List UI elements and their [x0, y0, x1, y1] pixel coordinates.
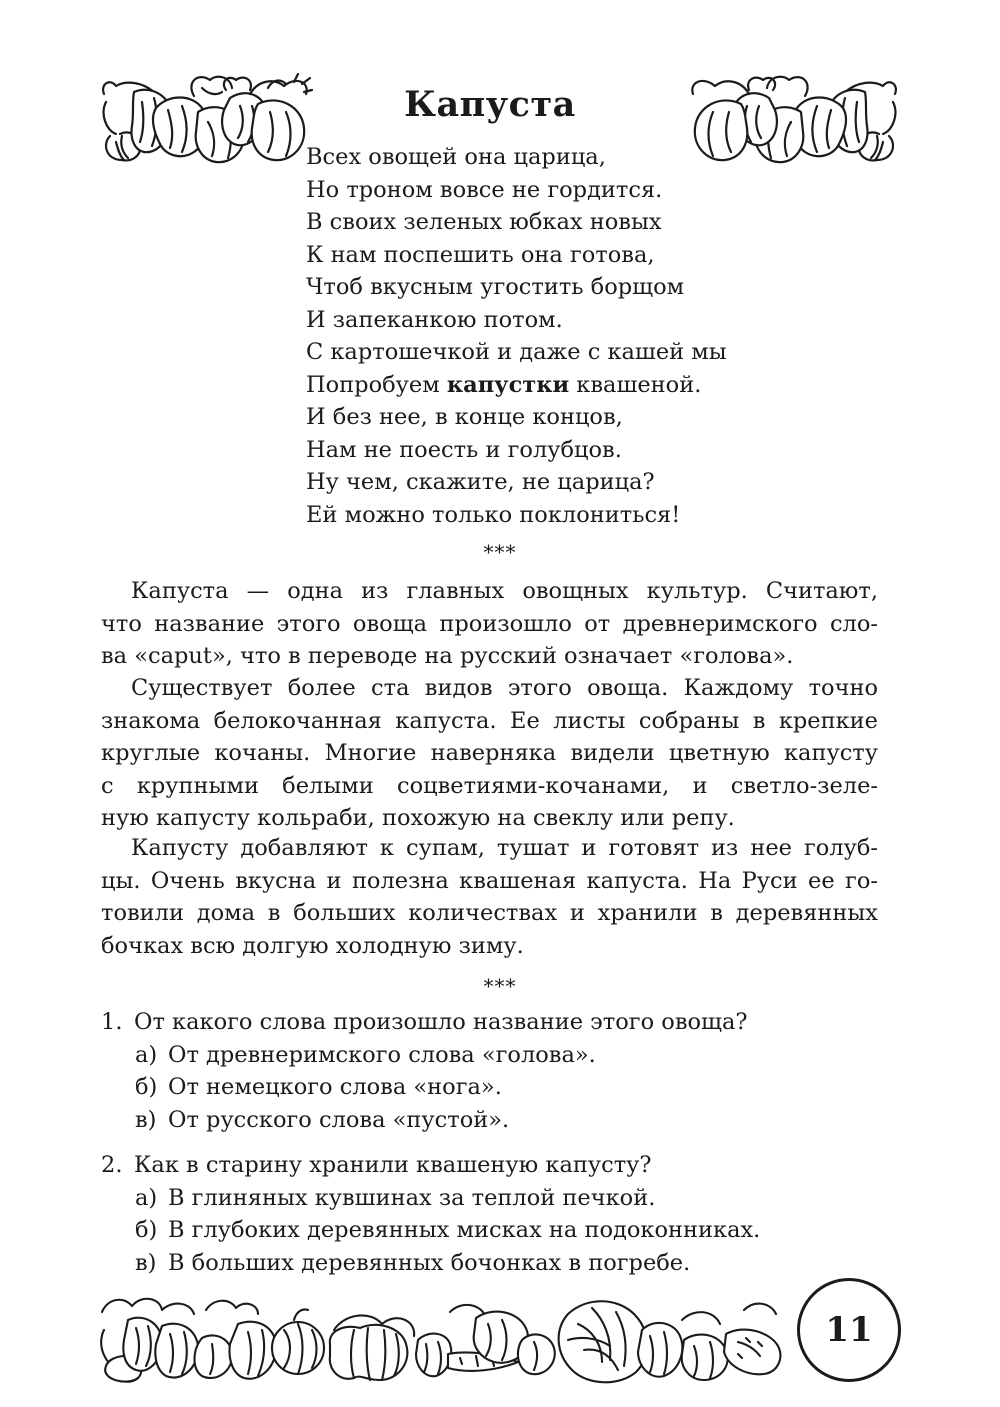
poem-line: К нам поспешить она готова, [306, 241, 655, 268]
paragraph-line: круглые кочаны. Многие наверняка видели цветную капусту [101, 740, 878, 766]
poem-line: С картошечкой и даже с кашей мы [306, 339, 727, 365]
option-letter: а) [135, 1041, 158, 1068]
poem-line: В своих зеленых юбках новых [306, 209, 662, 235]
section-separator: *** [483, 974, 517, 998]
section-separator: *** [483, 540, 517, 564]
poem-bold-word: капустки [446, 371, 570, 398]
paragraph-line: знакома белокочанная капуста. Ее листы собраны в крепкие [101, 707, 878, 734]
paragraph-line: цы. Очень вкусна и полезна квашеная капуста. На Руси ее го- [101, 867, 878, 894]
option-text: От немецкого слова «нога». [168, 1074, 502, 1100]
option-letter: в) [135, 1106, 157, 1133]
poem-line: И запеканкою потом. [306, 306, 563, 333]
paragraph-line: Существует более ста видов этого овоща. Каждому точно [131, 675, 878, 701]
answer-option [101, 1247, 878, 1280]
option-text: В глиняных кувшинах за теплой печкой. [168, 1184, 656, 1211]
option-letter: б) [135, 1217, 158, 1243]
question-text [101, 1006, 878, 1039]
question-label: Как в старину хранили квашеную капусту? [134, 1152, 652, 1178]
option-text: В больших деревянных бочонках в погребе. [168, 1249, 691, 1276]
page-title: Капуста [404, 84, 576, 125]
paragraph [101, 672, 878, 835]
poem-line: Нам не поесть и голубцов. [306, 436, 622, 463]
paragraph-line: бочках всю долгую холодную зиму. [101, 932, 524, 959]
option-text: От русского слова «пустой». [168, 1106, 510, 1133]
question-text [101, 1149, 878, 1182]
poem-line: Всех овощей она царица, [306, 144, 606, 170]
option-letter: в) [135, 1249, 157, 1276]
paragraph [101, 575, 878, 673]
question-2 [101, 1149, 878, 1279]
answer-option [101, 1214, 878, 1247]
poem-line [306, 369, 776, 402]
question-number: 2. [101, 1152, 123, 1178]
poem [306, 141, 776, 531]
poem-line: Но троном вовсе не гордится. [306, 176, 663, 203]
paragraph-line: Капуста — одна из главных овощных культур. Считают, [131, 578, 878, 604]
option-text: От древнеримского слова «голова». [168, 1041, 596, 1068]
paragraph-line: ную капусту кольраби, похожую на свеклу или репу. [101, 805, 735, 831]
paragraph [101, 832, 878, 962]
paragraph-line: Капусту добавляют к супам, тушат и готовят из нее голуб- [131, 835, 878, 861]
paragraph-line: что название этого овоща произошло от древнеримского сло- [101, 610, 878, 637]
paragraph-line: с крупными белыми соцветиями-кочанами, и светло-зеле- [101, 772, 878, 799]
question-label: От какого слова произошло название этого овоща? [134, 1009, 748, 1035]
poem-line: И без нее, в конце концов, [306, 404, 623, 430]
paragraph-line: товили дома в больших количествах и хранили в деревянных [101, 900, 878, 926]
question-1 [101, 1006, 878, 1136]
answer-option [101, 1039, 878, 1072]
answer-option [101, 1071, 878, 1104]
answer-option [101, 1182, 878, 1215]
vegetables-ornament-left [98, 72, 313, 164]
poem-line: Чтоб вкусным угостить борщом [306, 274, 685, 300]
option-text: В глубоких деревянных мисках на подоконниках. [168, 1217, 761, 1243]
option-letter: б) [135, 1074, 158, 1100]
poem-text: Попробуем [306, 371, 447, 398]
vegetables-border-bottom [98, 1290, 783, 1385]
poem-text: квашеной. [569, 371, 702, 398]
answer-option [101, 1104, 878, 1137]
poem-line: Ну чем, скажите, не царица? [306, 469, 655, 495]
poem-line: Ей можно только поклониться! [306, 501, 681, 528]
question-number: 1. [101, 1009, 123, 1035]
option-letter: а) [135, 1184, 158, 1211]
paragraph-line: ва «caput», что в переводе на русский означает «голова». [101, 643, 794, 669]
page-number-badge: 11 [797, 1278, 901, 1382]
